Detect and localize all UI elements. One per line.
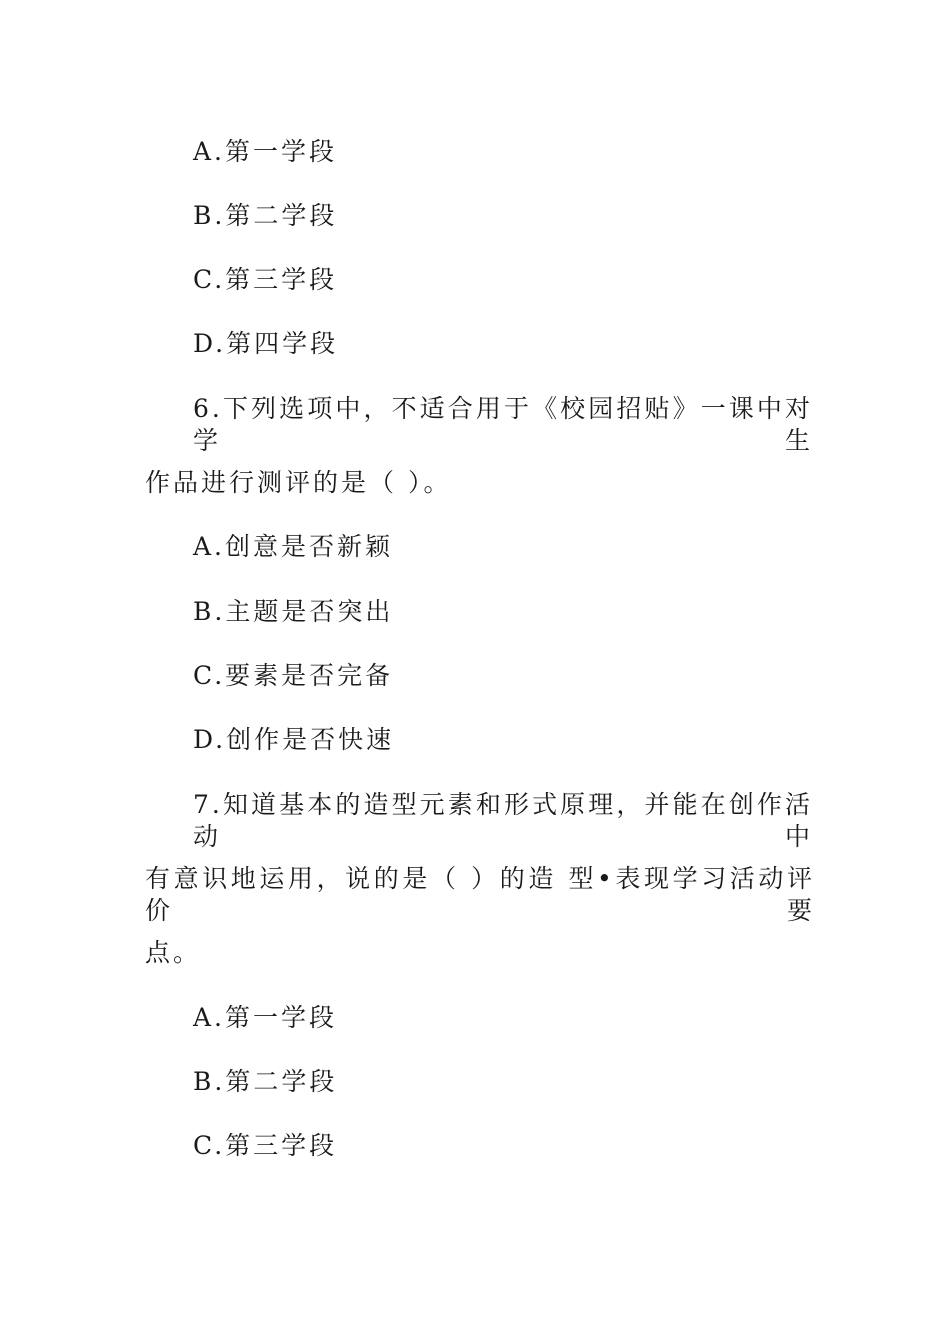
q5-option-a: A.第一学段 xyxy=(193,137,338,166)
q5-option-b: B.第二学段 xyxy=(193,201,338,230)
q6-stem-line2: 作品进行测评的是（ ）。 xyxy=(145,468,452,497)
q7-stem-line2: 有意识地运用，说的是（ ）的造 型•表现学习活动评价要 xyxy=(145,864,815,925)
q6-stem-line1: 6.下列选项中，不适合用于《校园招贴》一课中对学生 xyxy=(193,394,813,455)
q7-option-c: C.第三学段 xyxy=(193,1131,338,1160)
q6-option-c: C.要素是否完备 xyxy=(193,661,394,690)
q7-option-a: A.第一学段 xyxy=(193,1003,338,1032)
q6-option-d: D.创作是否快速 xyxy=(193,725,395,754)
q5-option-c: C.第三学段 xyxy=(193,265,338,294)
q5-option-d: D.第四学段 xyxy=(193,329,339,358)
q6-option-a: A.创意是否新颖 xyxy=(193,532,394,561)
q6-option-b: B.主题是否突出 xyxy=(193,597,394,626)
q7-stem-line1: 7.知道基本的造型元素和形式原理，并能在创作活动中 xyxy=(193,790,813,851)
q7-stem-line3: 点。 xyxy=(145,938,202,967)
q7-option-b: B.第二学段 xyxy=(193,1067,338,1096)
